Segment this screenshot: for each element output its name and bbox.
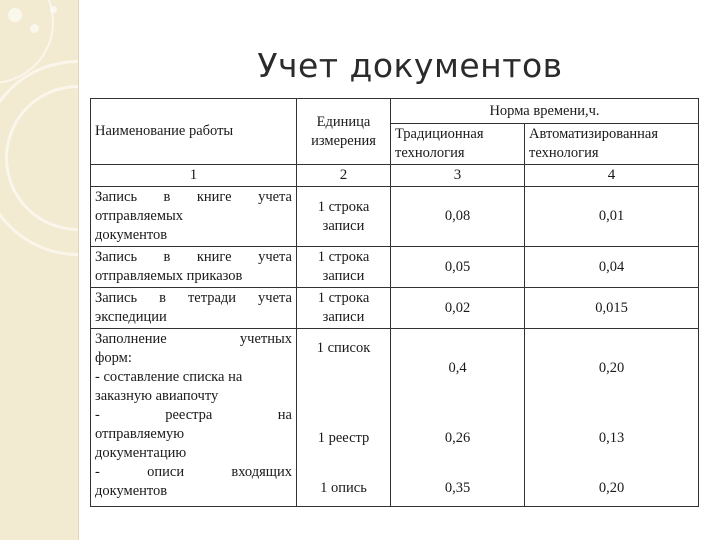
word: Запись bbox=[95, 189, 138, 205]
word: учета bbox=[258, 290, 292, 306]
unit-cell bbox=[297, 329, 391, 507]
traditional-value: 0,05 bbox=[391, 247, 525, 288]
work-name-line: экспедиции bbox=[95, 309, 167, 325]
word: книге bbox=[196, 249, 232, 265]
decor-dot bbox=[50, 6, 57, 13]
unit-cell bbox=[297, 187, 391, 247]
header-trad-line: технология bbox=[395, 145, 465, 161]
word: Запись bbox=[95, 249, 138, 265]
word: в bbox=[163, 189, 171, 205]
work-name-line: документов bbox=[95, 483, 168, 499]
unit-line: 1 строка bbox=[317, 198, 370, 215]
work-name-line: отправляемых bbox=[95, 208, 184, 224]
work-name-line: отправляемую bbox=[95, 426, 185, 442]
header-trad-line: Традиционная bbox=[395, 126, 484, 142]
header-traditional bbox=[391, 124, 525, 165]
header-unit-line: измерения bbox=[311, 132, 376, 149]
traditional-values bbox=[391, 329, 525, 507]
work-name bbox=[91, 247, 297, 288]
work-name bbox=[91, 288, 297, 329]
automated-value: 0,01 bbox=[525, 187, 699, 247]
word: учета bbox=[258, 189, 292, 205]
decorative-side-strip bbox=[0, 0, 79, 540]
header-norm bbox=[391, 99, 699, 124]
header-auto-line: Автоматизированная bbox=[529, 126, 659, 142]
work-name-line bbox=[95, 406, 292, 425]
automated-values bbox=[525, 329, 699, 507]
header-name bbox=[91, 99, 297, 165]
automated-value: 0,015 bbox=[525, 288, 699, 329]
automated-value: 0,04 bbox=[525, 247, 699, 288]
unit-line: 1 строка bbox=[317, 290, 370, 306]
work-name-line: документов bbox=[95, 227, 168, 243]
work-name-line: отправляемых приказов bbox=[95, 268, 243, 284]
unit-line: записи bbox=[322, 217, 365, 234]
word: на bbox=[277, 407, 292, 423]
column-number: 3 bbox=[391, 165, 525, 187]
unit-line: записи bbox=[322, 268, 365, 284]
column-number: 4 bbox=[525, 165, 699, 187]
column-number: 2 bbox=[297, 165, 391, 187]
unit-inventory: 1 опись bbox=[320, 480, 367, 496]
header-norm-text: Норма времени,ч. bbox=[489, 102, 600, 119]
work-name-line: заказную авиапочту bbox=[95, 388, 219, 404]
work-name bbox=[91, 187, 297, 247]
unit-line: записи bbox=[322, 309, 365, 325]
word: в bbox=[163, 249, 171, 265]
word: тетради bbox=[187, 290, 237, 306]
work-name-line: - составление списка на bbox=[95, 369, 243, 385]
word: в bbox=[159, 290, 166, 306]
unit-list: 1 список bbox=[316, 340, 371, 356]
document-table bbox=[90, 98, 699, 507]
word: описи bbox=[147, 464, 185, 480]
traditional-value: 0,26 bbox=[444, 430, 471, 446]
table-row bbox=[91, 288, 699, 329]
word: учетных bbox=[239, 331, 292, 347]
work-name-line bbox=[95, 463, 292, 482]
decor-dot bbox=[30, 24, 39, 33]
header-unit bbox=[297, 99, 391, 165]
work-name-line bbox=[95, 188, 292, 207]
traditional-value: 0,02 bbox=[391, 288, 525, 329]
word: реестра bbox=[165, 407, 213, 423]
column-number: 1 bbox=[91, 165, 297, 187]
word: - bbox=[95, 464, 100, 480]
automated-value: 0,20 bbox=[598, 480, 625, 496]
column-number-row bbox=[91, 165, 699, 187]
word: входящих bbox=[231, 464, 292, 480]
word: - bbox=[95, 407, 100, 423]
header-unit-line: Единица bbox=[316, 113, 371, 130]
decor-dot bbox=[8, 8, 22, 22]
automated-value: 0,20 bbox=[598, 360, 625, 376]
table-row bbox=[91, 187, 699, 247]
work-name-line bbox=[95, 248, 292, 267]
word: книге bbox=[196, 189, 232, 205]
header-name-text: Наименование работы bbox=[95, 123, 234, 139]
table-row bbox=[91, 247, 699, 288]
unit-cell bbox=[297, 288, 391, 329]
header-row bbox=[91, 99, 699, 124]
work-name bbox=[91, 329, 297, 507]
header-auto-line: технология bbox=[529, 145, 599, 161]
slide-title: Учет документов bbox=[257, 46, 563, 85]
traditional-value: 0,08 bbox=[391, 187, 525, 247]
unit-line: 1 строка bbox=[317, 249, 370, 265]
automated-value: 0,13 bbox=[598, 430, 625, 446]
work-name-line: документацию bbox=[95, 445, 187, 461]
work-name-line: форм: bbox=[95, 350, 132, 366]
traditional-value: 0,4 bbox=[448, 360, 467, 376]
word: Заполнение bbox=[95, 331, 167, 347]
word: Запись bbox=[95, 290, 138, 306]
table-row-forms bbox=[91, 329, 699, 507]
traditional-value: 0,35 bbox=[444, 480, 471, 496]
header-automated bbox=[525, 124, 699, 165]
word: учета bbox=[258, 249, 292, 265]
work-name-line bbox=[95, 330, 292, 349]
unit-registry: 1 реестр bbox=[317, 430, 370, 446]
work-name-line bbox=[95, 289, 292, 308]
unit-cell bbox=[297, 247, 391, 288]
